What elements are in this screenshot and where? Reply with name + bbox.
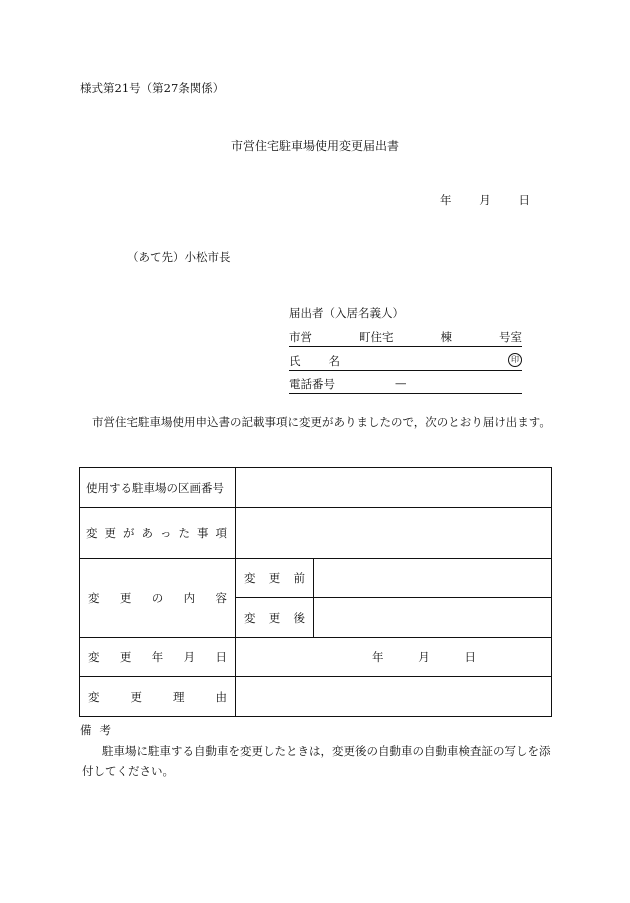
change-reason-input[interactable] bbox=[236, 677, 552, 717]
table-row bbox=[80, 677, 552, 717]
changed-item-label: 変 更 が あ っ た 事 項 bbox=[80, 508, 236, 559]
address-part: 号室 bbox=[499, 330, 522, 344]
phone-dash: — bbox=[395, 376, 407, 390]
after-label: 変 更 後 bbox=[236, 598, 314, 638]
addressee: （あて先）小松市長 bbox=[127, 250, 231, 264]
date-year-label: 年 bbox=[440, 193, 452, 207]
after-input[interactable] bbox=[314, 598, 552, 638]
changed-item-input[interactable] bbox=[236, 508, 552, 559]
remarks-text: 駐車場に駐車する自動車を変更したときは，変更後の自動車の自動車検査証の写しを添付してください。 bbox=[82, 744, 551, 778]
remarks-heading: 備考 bbox=[80, 723, 119, 737]
date-month-label: 月 bbox=[479, 193, 491, 207]
table-row bbox=[80, 638, 552, 677]
name-label: 氏 名 bbox=[289, 354, 340, 368]
document-title: 市営住宅駐車場使用変更届出書 bbox=[230, 139, 399, 153]
before-input[interactable] bbox=[314, 559, 552, 598]
applicant-address-field[interactable] bbox=[289, 329, 522, 347]
table-row bbox=[80, 559, 552, 598]
date-day-label: 日 bbox=[518, 193, 530, 207]
change-date-label: 変 更 年 月 日 bbox=[80, 638, 236, 677]
address-part: 棟 bbox=[440, 330, 452, 344]
address-part: 町住宅 bbox=[359, 330, 394, 344]
table-row bbox=[80, 468, 552, 508]
change-date-input[interactable]: 年 月 日 bbox=[236, 638, 552, 677]
seal-icon: 印 bbox=[508, 353, 522, 367]
applicant-phone-field[interactable] bbox=[289, 376, 522, 394]
statement-text: 市営住宅駐車場使用申込書の記載事項に変更がありましたので，次のとおり届け出ます。 bbox=[92, 415, 551, 429]
applicant-name-field[interactable] bbox=[289, 353, 522, 371]
lot-number-label: 使用する駐車場の区画番号 bbox=[80, 468, 236, 508]
form-number: 様式第21号（第27条関係） bbox=[80, 81, 225, 95]
table-row bbox=[80, 508, 552, 559]
submission-date bbox=[440, 192, 530, 208]
before-label: 変 更 前 bbox=[236, 559, 314, 598]
change-content-label: 変 更 の 内 容 bbox=[80, 559, 236, 638]
change-form-table bbox=[79, 467, 552, 717]
applicant-heading: 届出者（入居名義人） bbox=[289, 306, 404, 320]
change-reason-label: 変 更 理 由 bbox=[80, 677, 236, 717]
address-part: 市営 bbox=[289, 330, 312, 344]
phone-label: 電話番号 bbox=[289, 377, 335, 391]
lot-number-input[interactable] bbox=[236, 468, 552, 508]
